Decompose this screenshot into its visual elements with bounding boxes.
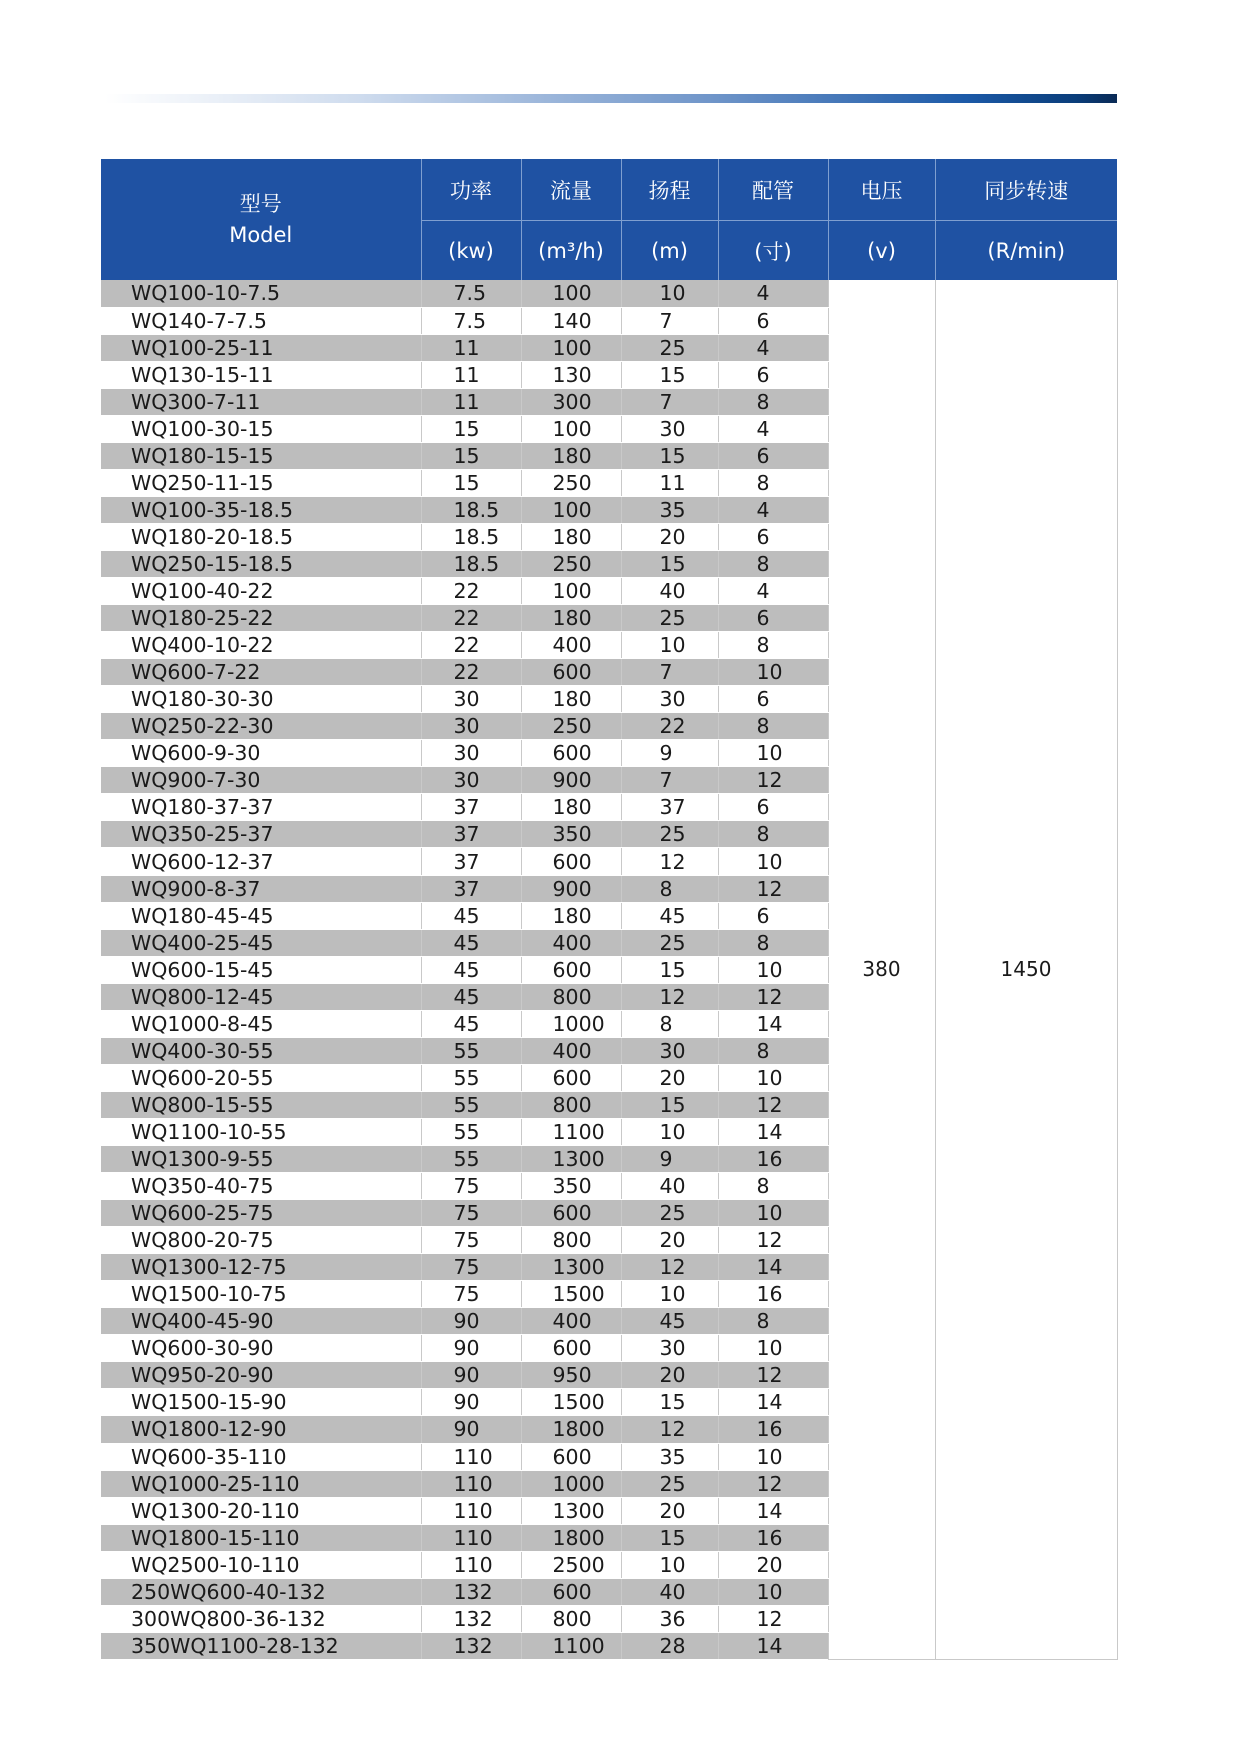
cell-power: 11 <box>421 388 521 415</box>
cell-model: WQ600-12-37 <box>101 848 421 875</box>
cell-flow: 180 <box>521 605 621 632</box>
cell-flow: 1300 <box>521 1146 621 1173</box>
cell-flow: 600 <box>521 740 621 767</box>
cell-power: 110 <box>421 1524 521 1551</box>
unit-head: (m) <box>621 221 718 281</box>
cell-flow: 600 <box>521 1443 621 1470</box>
cell-flow: 400 <box>521 632 621 659</box>
cell-model: WQ800-15-55 <box>101 1091 421 1118</box>
cell-head: 10 <box>621 1118 718 1145</box>
cell-head: 12 <box>621 1254 718 1281</box>
cell-pipe: 8 <box>718 713 828 740</box>
table-row <box>101 280 1117 307</box>
cell-flow: 100 <box>521 578 621 605</box>
cell-flow: 1100 <box>521 1632 621 1659</box>
cell-head: 25 <box>621 605 718 632</box>
cell-head: 15 <box>621 1524 718 1551</box>
cell-pipe: 8 <box>718 929 828 956</box>
cell-model: WQ900-7-30 <box>101 767 421 794</box>
cell-head: 12 <box>621 848 718 875</box>
cell-power: 7.5 <box>421 307 521 334</box>
cell-model: WQ100-25-11 <box>101 334 421 361</box>
cell-pipe: 6 <box>718 307 828 334</box>
cell-flow: 350 <box>521 1173 621 1200</box>
cell-power: 90 <box>421 1335 521 1362</box>
cell-head: 12 <box>621 1416 718 1443</box>
cell-flow: 140 <box>521 307 621 334</box>
cell-pipe: 10 <box>718 659 828 686</box>
cell-pipe: 6 <box>718 523 828 550</box>
cell-power: 22 <box>421 659 521 686</box>
cell-flow: 1500 <box>521 1389 621 1416</box>
cell-model: WQ1800-12-90 <box>101 1416 421 1443</box>
cell-head: 45 <box>621 1308 718 1335</box>
spec-table-body <box>101 280 1117 1659</box>
cell-power: 30 <box>421 740 521 767</box>
cell-model: WQ800-12-45 <box>101 983 421 1010</box>
cell-pipe: 12 <box>718 767 828 794</box>
cell-model: WQ180-15-15 <box>101 442 421 469</box>
cell-head: 9 <box>621 1146 718 1173</box>
cell-head: 7 <box>621 659 718 686</box>
cell-flow: 100 <box>521 334 621 361</box>
cell-flow: 600 <box>521 1335 621 1362</box>
cell-pipe: 10 <box>718 1335 828 1362</box>
cell-model: WQ1000-25-110 <box>101 1470 421 1497</box>
cell-head: 40 <box>621 1578 718 1605</box>
cell-model: WQ600-25-75 <box>101 1200 421 1227</box>
cell-head: 20 <box>621 1227 718 1254</box>
cell-head: 25 <box>621 929 718 956</box>
cell-flow: 1300 <box>521 1497 621 1524</box>
cell-head: 35 <box>621 1443 718 1470</box>
cell-power: 15 <box>421 415 521 442</box>
cell-flow: 180 <box>521 442 621 469</box>
cell-pipe: 12 <box>718 983 828 1010</box>
unit-power: (kw) <box>421 221 521 281</box>
cell-power: 22 <box>421 578 521 605</box>
cell-flow: 100 <box>521 280 621 307</box>
cell-head: 10 <box>621 1551 718 1578</box>
cell-power: 55 <box>421 1146 521 1173</box>
cell-power: 45 <box>421 1010 521 1037</box>
cell-model: WQ600-7-22 <box>101 659 421 686</box>
cell-model: WQ140-7-7.5 <box>101 307 421 334</box>
cell-power: 90 <box>421 1362 521 1389</box>
cell-head: 15 <box>621 1091 718 1118</box>
cell-head: 40 <box>621 578 718 605</box>
cell-head: 7 <box>621 767 718 794</box>
cell-head: 15 <box>621 442 718 469</box>
cell-pipe: 4 <box>718 280 828 307</box>
cell-power: 37 <box>421 875 521 902</box>
cell-power: 132 <box>421 1632 521 1659</box>
cell-pipe: 6 <box>718 686 828 713</box>
cell-flow: 250 <box>521 713 621 740</box>
cell-pipe: 12 <box>718 1362 828 1389</box>
cell-pipe: 14 <box>718 1632 828 1659</box>
cell-model: WQ400-30-55 <box>101 1037 421 1064</box>
cell-model: WQ2500-10-110 <box>101 1551 421 1578</box>
cell-power: 45 <box>421 956 521 983</box>
cell-speed-shared: 1450 <box>935 280 1117 1659</box>
cell-head: 11 <box>621 469 718 496</box>
cell-pipe: 14 <box>718 1389 828 1416</box>
cell-flow: 180 <box>521 523 621 550</box>
cell-flow: 130 <box>521 361 621 388</box>
cell-model: WQ1300-9-55 <box>101 1146 421 1173</box>
cell-model: WQ600-35-110 <box>101 1443 421 1470</box>
cell-flow: 950 <box>521 1362 621 1389</box>
cell-pipe: 6 <box>718 442 828 469</box>
cell-model: WQ1500-15-90 <box>101 1389 421 1416</box>
pump-spec-table <box>101 159 1118 1660</box>
cell-flow: 400 <box>521 929 621 956</box>
cell-model: WQ400-25-45 <box>101 929 421 956</box>
cell-flow: 100 <box>521 415 621 442</box>
cell-model: WQ1100-10-55 <box>101 1118 421 1145</box>
cell-head: 30 <box>621 1037 718 1064</box>
cell-model: WQ180-20-18.5 <box>101 523 421 550</box>
cell-pipe: 14 <box>718 1254 828 1281</box>
cell-power: 110 <box>421 1551 521 1578</box>
cell-head: 25 <box>621 821 718 848</box>
cell-power: 110 <box>421 1497 521 1524</box>
cell-power: 45 <box>421 902 521 929</box>
cell-model: WQ950-20-90 <box>101 1362 421 1389</box>
cell-head: 10 <box>621 632 718 659</box>
cell-head: 37 <box>621 794 718 821</box>
cell-power: 37 <box>421 848 521 875</box>
cell-model: WQ1800-15-110 <box>101 1524 421 1551</box>
cell-pipe: 8 <box>718 632 828 659</box>
cell-power: 110 <box>421 1470 521 1497</box>
cell-flow: 800 <box>521 1227 621 1254</box>
cell-model: WQ600-20-55 <box>101 1064 421 1091</box>
cell-pipe: 6 <box>718 902 828 929</box>
cell-power: 75 <box>421 1281 521 1308</box>
cell-pipe: 10 <box>718 1578 828 1605</box>
cell-flow: 1500 <box>521 1281 621 1308</box>
cell-power: 75 <box>421 1173 521 1200</box>
cell-model: WQ250-11-15 <box>101 469 421 496</box>
cell-head: 36 <box>621 1605 718 1632</box>
cell-pipe: 16 <box>718 1281 828 1308</box>
cell-head: 15 <box>621 1389 718 1416</box>
cell-power: 22 <box>421 632 521 659</box>
cell-pipe: 6 <box>718 794 828 821</box>
cell-voltage-shared: 380 <box>828 280 935 1659</box>
cell-head: 12 <box>621 983 718 1010</box>
cell-pipe: 14 <box>718 1118 828 1145</box>
cell-head: 30 <box>621 686 718 713</box>
cell-head: 7 <box>621 307 718 334</box>
cell-model: WQ130-15-11 <box>101 361 421 388</box>
cell-power: 55 <box>421 1037 521 1064</box>
cell-pipe: 8 <box>718 550 828 577</box>
cell-power: 55 <box>421 1118 521 1145</box>
cell-power: 37 <box>421 821 521 848</box>
cell-flow: 180 <box>521 794 621 821</box>
cell-pipe: 14 <box>718 1010 828 1037</box>
cell-flow: 1000 <box>521 1010 621 1037</box>
cell-power: 30 <box>421 713 521 740</box>
unit-voltage: (v) <box>828 221 935 281</box>
cell-model: WQ100-40-22 <box>101 578 421 605</box>
cell-model: WQ250-22-30 <box>101 713 421 740</box>
cell-model: WQ180-25-22 <box>101 605 421 632</box>
cell-power: 15 <box>421 442 521 469</box>
cell-head: 20 <box>621 523 718 550</box>
cell-power: 132 <box>421 1578 521 1605</box>
column-header-speed: 同步转速 <box>935 159 1117 221</box>
cell-power: 75 <box>421 1200 521 1227</box>
column-header-head: 扬程 <box>621 159 718 221</box>
cell-flow: 600 <box>521 659 621 686</box>
model-header-en: Model <box>229 222 293 247</box>
cell-head: 15 <box>621 550 718 577</box>
cell-pipe: 12 <box>718 875 828 902</box>
cell-power: 90 <box>421 1308 521 1335</box>
cell-power: 55 <box>421 1064 521 1091</box>
model-header-cn: 型号 <box>239 191 282 216</box>
cell-pipe: 8 <box>718 1308 828 1335</box>
column-header-flow: 流量 <box>521 159 621 221</box>
cell-flow: 900 <box>521 767 621 794</box>
cell-pipe: 14 <box>718 1497 828 1524</box>
cell-model: WQ180-30-30 <box>101 686 421 713</box>
cell-head: 9 <box>621 740 718 767</box>
column-header-model <box>101 159 421 280</box>
cell-model: 250WQ600-40-132 <box>101 1578 421 1605</box>
cell-flow: 900 <box>521 875 621 902</box>
cell-flow: 1000 <box>521 1470 621 1497</box>
cell-model: WQ180-45-45 <box>101 902 421 929</box>
cell-power: 11 <box>421 334 521 361</box>
cell-power: 90 <box>421 1416 521 1443</box>
cell-power: 18.5 <box>421 496 521 523</box>
cell-power: 45 <box>421 929 521 956</box>
cell-pipe: 4 <box>718 496 828 523</box>
cell-pipe: 16 <box>718 1416 828 1443</box>
cell-model: WQ100-10-7.5 <box>101 280 421 307</box>
cell-power: 110 <box>421 1443 521 1470</box>
cell-flow: 1300 <box>521 1254 621 1281</box>
cell-head: 8 <box>621 1010 718 1037</box>
cell-head: 15 <box>621 361 718 388</box>
cell-pipe: 16 <box>718 1146 828 1173</box>
cell-pipe: 10 <box>718 848 828 875</box>
cell-flow: 600 <box>521 1578 621 1605</box>
cell-head: 20 <box>621 1362 718 1389</box>
cell-power: 75 <box>421 1227 521 1254</box>
cell-model: WQ100-35-18.5 <box>101 496 421 523</box>
cell-power: 11 <box>421 361 521 388</box>
cell-pipe: 8 <box>718 469 828 496</box>
cell-power: 132 <box>421 1605 521 1632</box>
cell-pipe: 10 <box>718 1200 828 1227</box>
cell-model: 300WQ800-36-132 <box>101 1605 421 1632</box>
cell-model: WQ800-20-75 <box>101 1227 421 1254</box>
cell-pipe: 10 <box>718 956 828 983</box>
cell-flow: 800 <box>521 1605 621 1632</box>
unit-speed: (R/min) <box>935 221 1117 281</box>
cell-pipe: 10 <box>718 740 828 767</box>
cell-power: 22 <box>421 605 521 632</box>
cell-flow: 100 <box>521 496 621 523</box>
cell-head: 30 <box>621 1335 718 1362</box>
cell-head: 28 <box>621 1632 718 1659</box>
cell-pipe: 12 <box>718 1605 828 1632</box>
cell-power: 30 <box>421 767 521 794</box>
cell-power: 30 <box>421 686 521 713</box>
cell-head: 35 <box>621 496 718 523</box>
cell-pipe: 16 <box>718 1524 828 1551</box>
cell-power: 18.5 <box>421 550 521 577</box>
cell-model: WQ300-7-11 <box>101 388 421 415</box>
cell-model: WQ400-45-90 <box>101 1308 421 1335</box>
cell-flow: 250 <box>521 469 621 496</box>
cell-flow: 180 <box>521 686 621 713</box>
cell-head: 8 <box>621 875 718 902</box>
cell-head: 25 <box>621 1200 718 1227</box>
cell-model: WQ1300-12-75 <box>101 1254 421 1281</box>
cell-pipe: 4 <box>718 578 828 605</box>
column-header-pipe: 配管 <box>718 159 828 221</box>
cell-flow: 400 <box>521 1037 621 1064</box>
cell-pipe: 8 <box>718 1037 828 1064</box>
cell-head: 20 <box>621 1497 718 1524</box>
cell-flow: 250 <box>521 550 621 577</box>
cell-flow: 400 <box>521 1308 621 1335</box>
cell-model: WQ1300-20-110 <box>101 1497 421 1524</box>
cell-flow: 350 <box>521 821 621 848</box>
cell-head: 25 <box>621 334 718 361</box>
cell-pipe: 12 <box>718 1227 828 1254</box>
cell-head: 30 <box>621 415 718 442</box>
cell-head: 15 <box>621 956 718 983</box>
cell-pipe: 20 <box>718 1551 828 1578</box>
cell-power: 55 <box>421 1091 521 1118</box>
unit-pipe: (寸) <box>718 221 828 281</box>
cell-pipe: 10 <box>718 1443 828 1470</box>
cell-model: WQ900-8-37 <box>101 875 421 902</box>
cell-model: WQ250-15-18.5 <box>101 550 421 577</box>
cell-model: 350WQ1100-28-132 <box>101 1632 421 1659</box>
column-header-power: 功率 <box>421 159 521 221</box>
cell-head: 10 <box>621 280 718 307</box>
cell-model: WQ600-15-45 <box>101 956 421 983</box>
cell-model: WQ350-40-75 <box>101 1173 421 1200</box>
cell-flow: 600 <box>521 956 621 983</box>
cell-flow: 600 <box>521 848 621 875</box>
cell-power: 18.5 <box>421 523 521 550</box>
cell-flow: 180 <box>521 902 621 929</box>
cell-pipe: 8 <box>718 821 828 848</box>
cell-power: 90 <box>421 1389 521 1416</box>
cell-power: 37 <box>421 794 521 821</box>
cell-pipe: 10 <box>718 1064 828 1091</box>
cell-flow: 800 <box>521 983 621 1010</box>
cell-flow: 1800 <box>521 1416 621 1443</box>
cell-power: 15 <box>421 469 521 496</box>
column-header-voltage: 电压 <box>828 159 935 221</box>
cell-power: 7.5 <box>421 280 521 307</box>
cell-pipe: 8 <box>718 388 828 415</box>
cell-flow: 1100 <box>521 1118 621 1145</box>
cell-flow: 2500 <box>521 1551 621 1578</box>
cell-head: 45 <box>621 902 718 929</box>
cell-head: 20 <box>621 1064 718 1091</box>
cell-pipe: 12 <box>718 1470 828 1497</box>
cell-head: 25 <box>621 1470 718 1497</box>
cell-pipe: 4 <box>718 415 828 442</box>
cell-flow: 800 <box>521 1091 621 1118</box>
cell-head: 22 <box>621 713 718 740</box>
cell-flow: 600 <box>521 1064 621 1091</box>
cell-power: 45 <box>421 983 521 1010</box>
cell-head: 10 <box>621 1281 718 1308</box>
cell-pipe: 8 <box>718 1173 828 1200</box>
cell-model: WQ600-30-90 <box>101 1335 421 1362</box>
cell-model: WQ1000-8-45 <box>101 1010 421 1037</box>
cell-pipe: 6 <box>718 605 828 632</box>
cell-pipe: 12 <box>718 1091 828 1118</box>
cell-head: 7 <box>621 388 718 415</box>
unit-flow: (m³/h) <box>521 221 621 281</box>
cell-model: WQ1500-10-75 <box>101 1281 421 1308</box>
cell-power: 75 <box>421 1254 521 1281</box>
cell-model: WQ180-37-37 <box>101 794 421 821</box>
cell-flow: 600 <box>521 1200 621 1227</box>
cell-pipe: 4 <box>718 334 828 361</box>
cell-model: WQ100-30-15 <box>101 415 421 442</box>
cell-head: 40 <box>621 1173 718 1200</box>
cell-model: WQ400-10-22 <box>101 632 421 659</box>
cell-flow: 300 <box>521 388 621 415</box>
cell-flow: 1800 <box>521 1524 621 1551</box>
cell-model: WQ350-25-37 <box>101 821 421 848</box>
cell-pipe: 6 <box>718 361 828 388</box>
cell-model: WQ600-9-30 <box>101 740 421 767</box>
header-gradient-bar <box>105 94 1117 103</box>
